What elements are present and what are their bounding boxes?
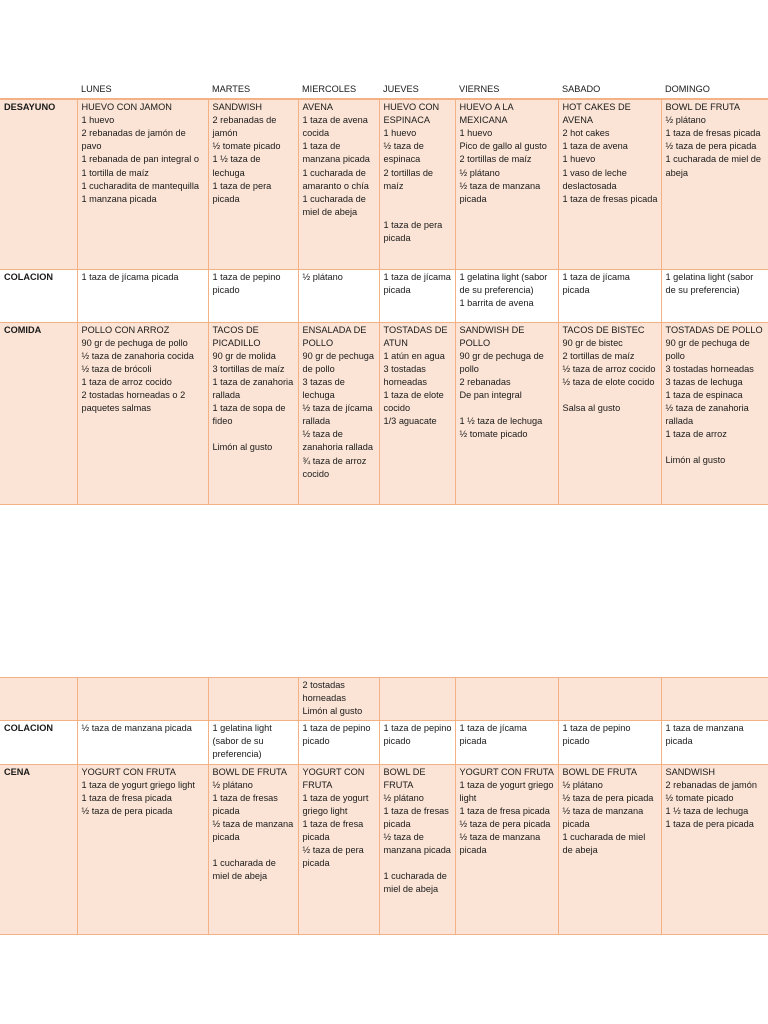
ingredient-line: 2 rebanadas (459, 376, 511, 387)
ingredient-line: 1 cucharada de amaranto o chía (302, 167, 369, 191)
header-corner (0, 81, 77, 99)
ingredient-line: 1 taza de arroz cocido (81, 376, 172, 387)
ingredient-line: 1 cucharadita de mantequilla (81, 180, 199, 191)
blank-line (384, 193, 452, 206)
meal-cell (455, 764, 558, 934)
ingredient-line: ½ taza de manzana picada (212, 818, 294, 843)
dish-title: YOGURT CON FRUTA (459, 766, 554, 777)
ingredient-line: ½ taza de elote cocido (562, 376, 655, 387)
ingredient-line: 1 manzana picada (81, 193, 157, 204)
ingredient-line: 90 gr de pechuga de pollo (459, 350, 544, 374)
meal-cell (379, 721, 455, 764)
dish-title: YOGURT CON FRUTA (302, 766, 365, 790)
meal-cell (208, 721, 298, 764)
ingredient-line: 3 tortillas de maíz (212, 363, 285, 374)
meal-label: COLACION (0, 269, 77, 322)
meal-cell (77, 678, 208, 721)
ingredient-line: 1 taza de fresas picada (212, 792, 278, 816)
meal-cell (558, 764, 661, 934)
ingredient-line: 1 huevo (562, 154, 596, 165)
dish-title: 1 taza de jícama picada (562, 271, 630, 295)
ingredient-line: ½ plátano (562, 779, 603, 790)
meal-cell (558, 322, 661, 504)
ingredient-line: ½ plátano (212, 779, 253, 790)
day-header: JUEVES (379, 81, 455, 99)
ingredient-line: ½ taza de jícama rallada (302, 403, 373, 427)
ingredient-line: Pico de gallo al gusto (459, 141, 547, 152)
ingredient-line: 1 taza de arroz (665, 429, 727, 440)
ingredient-line: ¾ taza de arroz cocido (302, 455, 367, 479)
meal-cell (661, 269, 768, 322)
ingredient-line: 1 huevo (459, 128, 493, 139)
ingredient-line: 2 hot cakes (562, 128, 610, 139)
ingredient-line: 1 cucharada de miel de abeja (212, 858, 276, 882)
blank-line (563, 389, 658, 402)
blank-line (666, 441, 766, 454)
dish-title: TACOS DE PICADILLO (212, 324, 261, 348)
blank-line (460, 402, 555, 415)
ingredient-line: 1 taza de zanahoria rallada (212, 376, 294, 401)
ingredient-line: 1 taza de pera picada (212, 180, 272, 204)
meal-cell (661, 322, 768, 504)
ingredient-line: 1 taza de fresas picada (562, 193, 658, 204)
ingredient-line: 1 huevo (383, 128, 417, 139)
dish-title: BOWL DE FRUTA (212, 766, 288, 777)
dish-title: 1 taza de manzana picada (665, 723, 744, 747)
ingredient-line: 1 taza de yogurt griego light (81, 779, 195, 790)
meal-label: CENA (0, 764, 77, 934)
ingredient-line: ½ taza de pera picada (665, 141, 757, 152)
ingredient-line: 1/3 aguacate (383, 416, 437, 427)
ingredient-line: 1 vaso de leche deslactosada (562, 167, 627, 191)
dish-title: HUEVO CON ESPINACA (383, 102, 440, 126)
ingredient-line: 1 huevo (81, 115, 115, 126)
dish-title: ½ plátano (302, 271, 343, 282)
dish-title: 1 taza de jícama picada (81, 271, 179, 282)
meal-row (0, 269, 768, 322)
ingredient-line: 90 gr de pechuga de pollo (302, 350, 375, 374)
meal-cell (298, 269, 379, 322)
day-header: SABADO (558, 81, 661, 99)
meal-cell (298, 721, 379, 764)
ingredient-line: 1 ½ taza de lechuga (665, 805, 749, 816)
meal-label (0, 678, 77, 721)
dish-title: AVENA (302, 102, 333, 113)
meal-cell (77, 764, 208, 934)
ingredient-line: ½ tomate picado (212, 141, 281, 152)
ingredient-line: 1 taza de fresas picada (383, 805, 449, 829)
ingredient-line: 2 tortillas de maíz (383, 167, 434, 191)
ingredient-line: ½ tomate picado (459, 429, 528, 440)
blank-line (384, 206, 452, 219)
ingredient-line: 3 tostadas horneadas (383, 363, 427, 387)
ingredient-line: ½ taza de manzana picada (383, 832, 451, 856)
meal-cell (298, 764, 379, 934)
meal-cell (455, 269, 558, 322)
ingredient-line: 1 taza de fresa picada (459, 805, 550, 816)
dish-title: TOSTADAS DE POLLO (665, 324, 763, 335)
blank-line (384, 857, 452, 870)
dish-title: BOWL DE FRUTA (383, 766, 426, 790)
dish-title: 1 gelatina light (sabor de su preferencia) (212, 723, 272, 760)
meal-row (0, 99, 768, 269)
ingredient-line: 1 cucharada de miel de abeja (665, 154, 762, 178)
meal-cell (208, 269, 298, 322)
ingredient-line: ½ taza de zanahoria rallada (665, 403, 749, 427)
dish-title: 1 gelatina light (sabor de su preferencia) (665, 271, 754, 295)
day-header: DOMINGO (661, 81, 768, 99)
meal-cell (558, 721, 661, 764)
ingredient-line: 3 tazas de lechuga (302, 376, 345, 401)
ingredient-line: 1 rebanada de pan integral o 1 tortilla de maíz (81, 154, 199, 178)
ingredient-line: 1 taza de avena (562, 141, 628, 152)
meal-cell (661, 764, 768, 934)
dish-title: BOWL DE FRUTA (665, 102, 741, 113)
meal-row (0, 322, 768, 504)
ingredient-line: 1 taza de yogurt griego light (302, 792, 369, 816)
meal-label: DESAYUNO (0, 99, 77, 269)
dish-title: 1 taza de jícama picada (383, 271, 451, 295)
blank-line (213, 844, 295, 857)
meal-cell (558, 99, 661, 269)
ingredient-line: ½ plátano (665, 115, 706, 126)
meal-cell (455, 322, 558, 504)
ingredient-line: ½ taza de pera picada (302, 845, 364, 869)
ingredient-line: 1 taza de fresa picada (81, 792, 172, 803)
dish-title: 1 taza de pepino picado (562, 723, 631, 747)
meal-cell (77, 322, 208, 504)
ingredient-line: 2 rebanadas de jamón (665, 779, 757, 790)
ingredient-line: ½ taza de manzana picada (459, 832, 541, 856)
ingredient-line: 90 gr de molida (212, 350, 276, 361)
meal-cell (208, 764, 298, 934)
ingredient-line: De pan integral (459, 390, 522, 401)
meal-label: COLACION (0, 721, 77, 764)
ingredient-line: 1 taza de espinaca (665, 390, 743, 401)
meal-cell (558, 678, 661, 721)
ingredient-line: 1 ½ taza de lechuga (212, 154, 261, 178)
meal-cell (379, 99, 455, 269)
meal-row (0, 764, 768, 934)
ingredient-line: ½ taza de zanahoria cocida (81, 350, 194, 361)
meal-cell (661, 721, 768, 764)
dish-title: TOSTADAS DE ATUN (383, 324, 448, 348)
ingredient-line: 1 cucharada de miel de abeja (562, 832, 646, 856)
meal-cell (379, 764, 455, 934)
meal-cell (208, 678, 298, 721)
meal-row (0, 678, 768, 721)
dish-title: HOT CAKES DE AVENA (562, 102, 631, 126)
day-header: MARTES (208, 81, 298, 99)
blank-line (213, 428, 295, 441)
meal-cell (455, 678, 558, 721)
dish-title: SANDWISH (212, 102, 263, 113)
meal-cell (298, 99, 379, 269)
ingredient-line: ½ taza de brócoli (81, 363, 152, 374)
dish-title: SANDWISH DE POLLO (459, 324, 525, 348)
meal-cell (661, 99, 768, 269)
ingredient-line: Limón al gusto (302, 706, 363, 717)
dish-title: 1 taza de jícama picada (459, 723, 527, 747)
ingredient-line: 1 atún en agua (383, 350, 445, 361)
meal-row (0, 721, 768, 764)
ingredient-line: ½ taza de pera picada (562, 792, 654, 803)
dish-title: BOWL DE FRUTA (562, 766, 638, 777)
ingredient-line: 1 taza de fresa picada (302, 818, 364, 843)
day-header: MIERCOLES (298, 81, 379, 99)
ingredient-line: 2 tortillas de maíz (459, 154, 532, 165)
ingredient-line: ½ taza de pera picada (81, 805, 173, 816)
dish-title: TACOS DE BISTEC (562, 324, 645, 335)
ingredient-line: 3 tazas de lechuga (665, 376, 743, 387)
ingredient-line: 1 ½ taza de lechuga (459, 416, 543, 427)
ingredient-line: 1 taza de yogurt griego light (459, 779, 554, 803)
ingredient-line: 1 taza de sopa de fideo (212, 403, 286, 427)
ingredient-line: ½ tomate picado (665, 792, 734, 803)
meal-cell (661, 678, 768, 721)
ingredient-line: 2 rebanadas de jamón de pavo (81, 128, 186, 152)
meal-plan-table-bottom (0, 677, 768, 935)
dish-title: 1 taza de pepino picado (383, 723, 452, 747)
ingredient-line: ½ taza de espinaca (383, 141, 424, 165)
ingredient-line: 90 gr de bistec (562, 337, 623, 348)
ingredient-line: 1 cucharada de miel de abeja (302, 193, 366, 217)
meal-cell (379, 322, 455, 504)
ingredient-line: 3 tostadas horneadas (665, 363, 754, 374)
ingredient-line: ½ taza de manzana picada (459, 180, 541, 204)
meal-cell (77, 99, 208, 269)
day-header-row (0, 81, 768, 99)
ingredient-line: 1 taza de elote cocido (383, 390, 444, 414)
meal-cell (455, 99, 558, 269)
ingredient-line: Salsa al gusto (562, 403, 621, 414)
ingredient-line: Limón al gusto (212, 442, 273, 453)
ingredient-line: 1 taza de avena cocida (302, 115, 368, 139)
meal-plan-table-top (0, 81, 768, 505)
ingredient-line: 1 taza de pera picada (665, 818, 754, 829)
meal-cell (77, 269, 208, 322)
ingredient-line: ½ taza de manzana picada (562, 805, 644, 829)
ingredient-line: 1 taza de fresas picada (665, 128, 761, 139)
ingredient-line: 2 tostadas horneadas o 2 paquetes salmas (81, 390, 186, 414)
ingredient-line: ½ taza de arroz cocido (562, 363, 656, 374)
ingredient-line: 1 barrita de avena (459, 297, 534, 308)
dish-title: POLLO CON ARROZ (81, 324, 170, 335)
meal-plan-table-bottom-body (0, 678, 768, 935)
dish-title: 2 tostadas horneadas (302, 680, 346, 704)
ingredient-line: 1 cucharada de miel de abeja (383, 871, 447, 895)
dish-title: 1 gelatina light (sabor de su preferencia) (459, 271, 548, 295)
ingredient-line: 1 taza de manzana picada (302, 141, 370, 165)
ingredient-line: ½ plátano (459, 167, 500, 178)
meal-cell (208, 322, 298, 504)
meal-cell (298, 678, 379, 721)
ingredient-line: 90 gr de pechuga de pollo (81, 337, 188, 348)
meal-cell (379, 678, 455, 721)
meal-cell (298, 322, 379, 504)
ingredient-line: 2 tortillas de maíz (562, 350, 635, 361)
dish-title: 1 taza de pepino picado (212, 271, 281, 295)
meal-cell (558, 269, 661, 322)
ingredient-line: Limón al gusto (665, 455, 726, 466)
day-header: LUNES (77, 81, 208, 99)
ingredient-line: ½ taza de zanahoria rallada (302, 429, 373, 453)
day-header: VIERNES (455, 81, 558, 99)
dish-title: 1 taza de pepino picado (302, 723, 371, 747)
ingredient-line: 2 rebanadas de jamón (212, 115, 277, 139)
dish-title: ENSALADA DE POLLO (302, 324, 367, 348)
meal-cell (455, 721, 558, 764)
ingredient-line: ½ plátano (383, 792, 424, 803)
meal-label: COMIDA (0, 322, 77, 504)
dish-title: HUEVO A LA MEXICANA (459, 102, 514, 126)
dish-title: SANDWISH (665, 766, 716, 777)
dish-title: HUEVO CON JAMON (81, 102, 172, 113)
meal-cell (208, 99, 298, 269)
ingredient-line: ½ taza de pera picada (459, 818, 551, 829)
meal-cell (77, 721, 208, 764)
ingredient-line: 90 gr de pechuga de pollo (665, 337, 750, 361)
meal-plan-table-top-body (0, 81, 768, 504)
dish-title: YOGURT CON FRUTA (81, 766, 176, 777)
meal-cell (379, 269, 455, 322)
ingredient-line: 1 taza de pera picada (383, 219, 443, 243)
dish-title: ½ taza de manzana picada (81, 723, 192, 734)
